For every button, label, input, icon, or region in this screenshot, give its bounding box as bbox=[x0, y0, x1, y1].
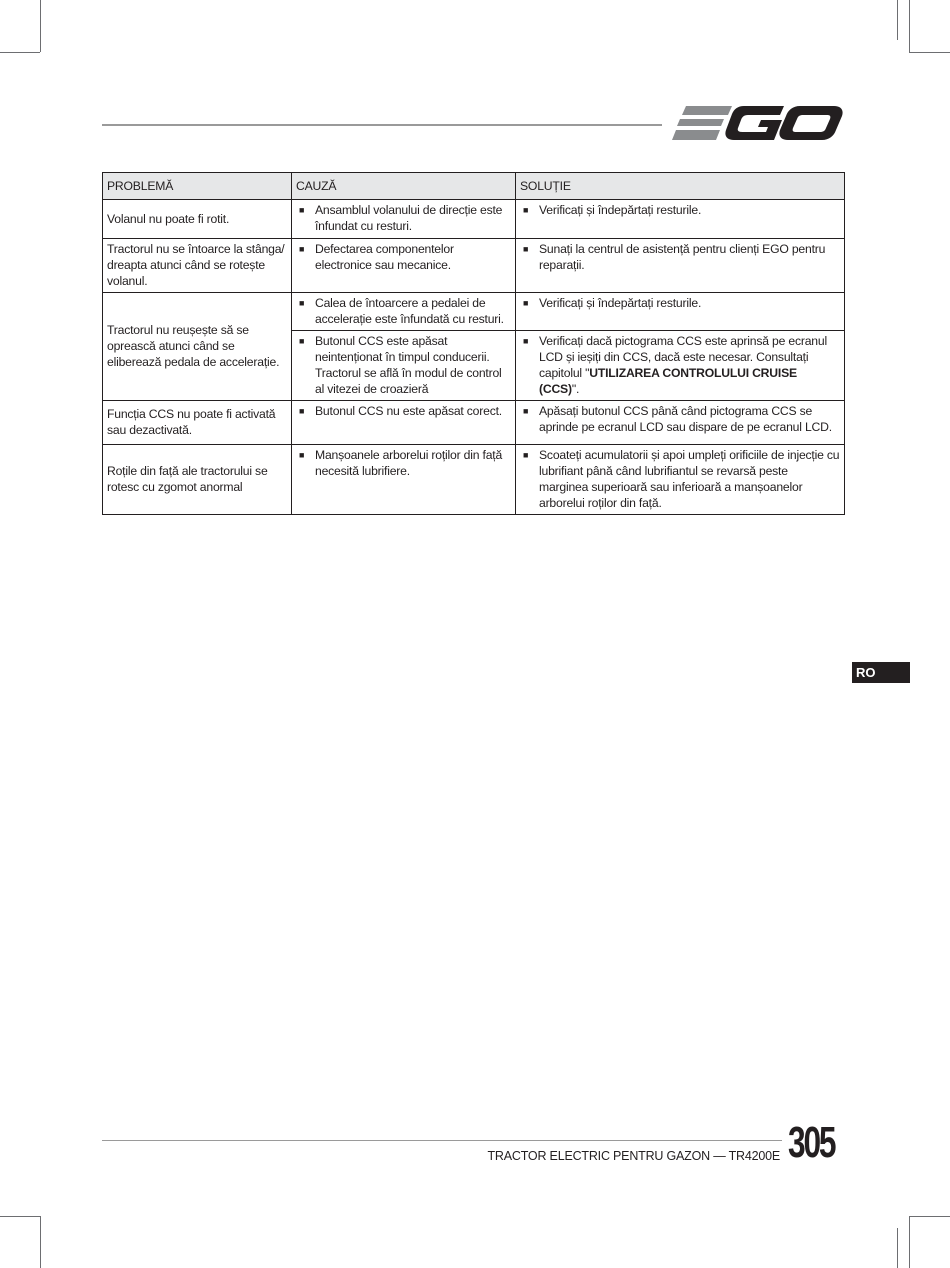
problem-cell: Tractorul nu se întoarce la stânga/ dreapta atunci când se rotește volanul. bbox=[103, 239, 292, 293]
solution-text: Verificați și îndepărtați resturile. bbox=[539, 203, 702, 217]
table-row bbox=[103, 401, 845, 445]
cause-text: Calea de întoarcere a pedalei de accelerație este înfundată cu resturi. bbox=[315, 296, 504, 326]
cause-text: Ansamblul volanului de direcție este înfundat cu resturi. bbox=[315, 203, 503, 233]
bullet-icon: ■ bbox=[299, 406, 305, 416]
crop-mark bbox=[897, 1228, 898, 1268]
header-solution: SOLUȚIE bbox=[516, 173, 845, 200]
chapter-reference: UTILIZAREA CONTROLULUI CRUISE (CCS) bbox=[539, 366, 797, 396]
header-problem: PROBLEMĂ bbox=[103, 173, 292, 200]
table-row bbox=[103, 200, 845, 239]
table-row bbox=[103, 293, 845, 331]
bullet-icon: ■ bbox=[299, 244, 305, 254]
solution-cell bbox=[516, 200, 845, 239]
crop-mark bbox=[40, 1216, 41, 1268]
bullet-icon: ■ bbox=[523, 406, 529, 416]
bullet-icon: ■ bbox=[299, 298, 305, 308]
table-row bbox=[103, 239, 845, 293]
page-number: 305 bbox=[788, 1118, 835, 1167]
solution-cell bbox=[516, 445, 845, 515]
solution-text: Scoateți acumulatorii și apoi umpleți orificiile de injecție cu lubrifiant până când lubrifiantul se revarsă peste marginea superioară sau inferioară a manșoanelor arborelui roților din față. bbox=[539, 448, 840, 510]
bullet-icon: ■ bbox=[523, 298, 529, 308]
solution-text: Sunați la centrul de asistență pentru clienți EGO pentru reparații. bbox=[539, 242, 826, 272]
problem-cell: Funcția CCS nu poate fi activată sau dezactivată. bbox=[103, 401, 292, 445]
bullet-icon: ■ bbox=[523, 336, 529, 346]
crop-mark bbox=[909, 1216, 910, 1268]
bullet-icon: ■ bbox=[523, 205, 529, 215]
solution-text-part: ". bbox=[571, 382, 580, 396]
solution-text: Apăsați butonul CCS până când pictograma CCS se aprinde pe ecranul LCD sau dispare de pe ecranul LCD. bbox=[539, 404, 832, 434]
solution-text: Verificați și îndepărtați resturile. bbox=[539, 296, 702, 310]
table-row bbox=[103, 445, 845, 515]
header-rule bbox=[102, 124, 662, 126]
solution-cell bbox=[516, 401, 845, 445]
crop-mark bbox=[0, 1216, 40, 1217]
cause-text: Defectarea componentelor electronice sau mecanice. bbox=[315, 242, 454, 272]
crop-mark bbox=[909, 0, 910, 52]
solution-cell bbox=[516, 331, 845, 401]
table-header-row bbox=[103, 173, 845, 200]
footer-title: TRACTOR ELECTRIC PENTRU GAZON — TR4200E bbox=[487, 1149, 780, 1163]
problem-cell: Tractorul nu reușește să se oprească atunci când se eliberează pedala de accelerație. bbox=[103, 293, 292, 401]
cause-cell bbox=[292, 239, 516, 293]
problem-cell: Volanul nu poate fi rotit. bbox=[103, 200, 292, 239]
problem-cell: Roțile din față ale tractorului se rotesc cu zgomot anormal bbox=[103, 445, 292, 515]
cause-cell bbox=[292, 401, 516, 445]
solution-text bbox=[539, 333, 840, 397]
footer-rule bbox=[102, 1140, 782, 1141]
cause-text: Butonul CCS nu este apăsat corect. bbox=[315, 404, 502, 418]
crop-mark bbox=[0, 52, 40, 53]
solution-cell bbox=[516, 239, 845, 293]
cause-cell bbox=[292, 445, 516, 515]
crop-mark bbox=[909, 52, 950, 53]
crop-mark bbox=[40, 0, 41, 52]
crop-mark bbox=[909, 1216, 950, 1217]
cause-cell bbox=[292, 200, 516, 239]
bullet-icon: ■ bbox=[523, 244, 529, 254]
cause-text: Butonul CCS este apăsat neintenționat în timpul conducerii. Tractorul se află în modul de control al vitezei de croazieră bbox=[315, 334, 502, 396]
troubleshooting-table bbox=[102, 172, 845, 515]
header-cause: CAUZĂ bbox=[292, 173, 516, 200]
solution-cell bbox=[516, 293, 845, 331]
cause-text: Manșoanele arborelui roților din față necesită lubrifiere. bbox=[315, 448, 503, 478]
crop-mark bbox=[897, 0, 898, 40]
language-tab: RO bbox=[852, 662, 910, 683]
bullet-icon: ■ bbox=[299, 205, 305, 215]
cause-cell bbox=[292, 293, 516, 331]
cause-cell bbox=[292, 331, 516, 401]
solution-text-part: Verificați dacă pictograma CCS este aprinsă pe ecranul LCD și ieșiți din CCS, dacă este necesar. Consultați capitolul " bbox=[539, 334, 827, 380]
bullet-icon: ■ bbox=[523, 450, 529, 460]
ego-logo bbox=[672, 100, 844, 146]
bullet-icon: ■ bbox=[299, 336, 305, 346]
bullet-icon: ■ bbox=[299, 450, 305, 460]
